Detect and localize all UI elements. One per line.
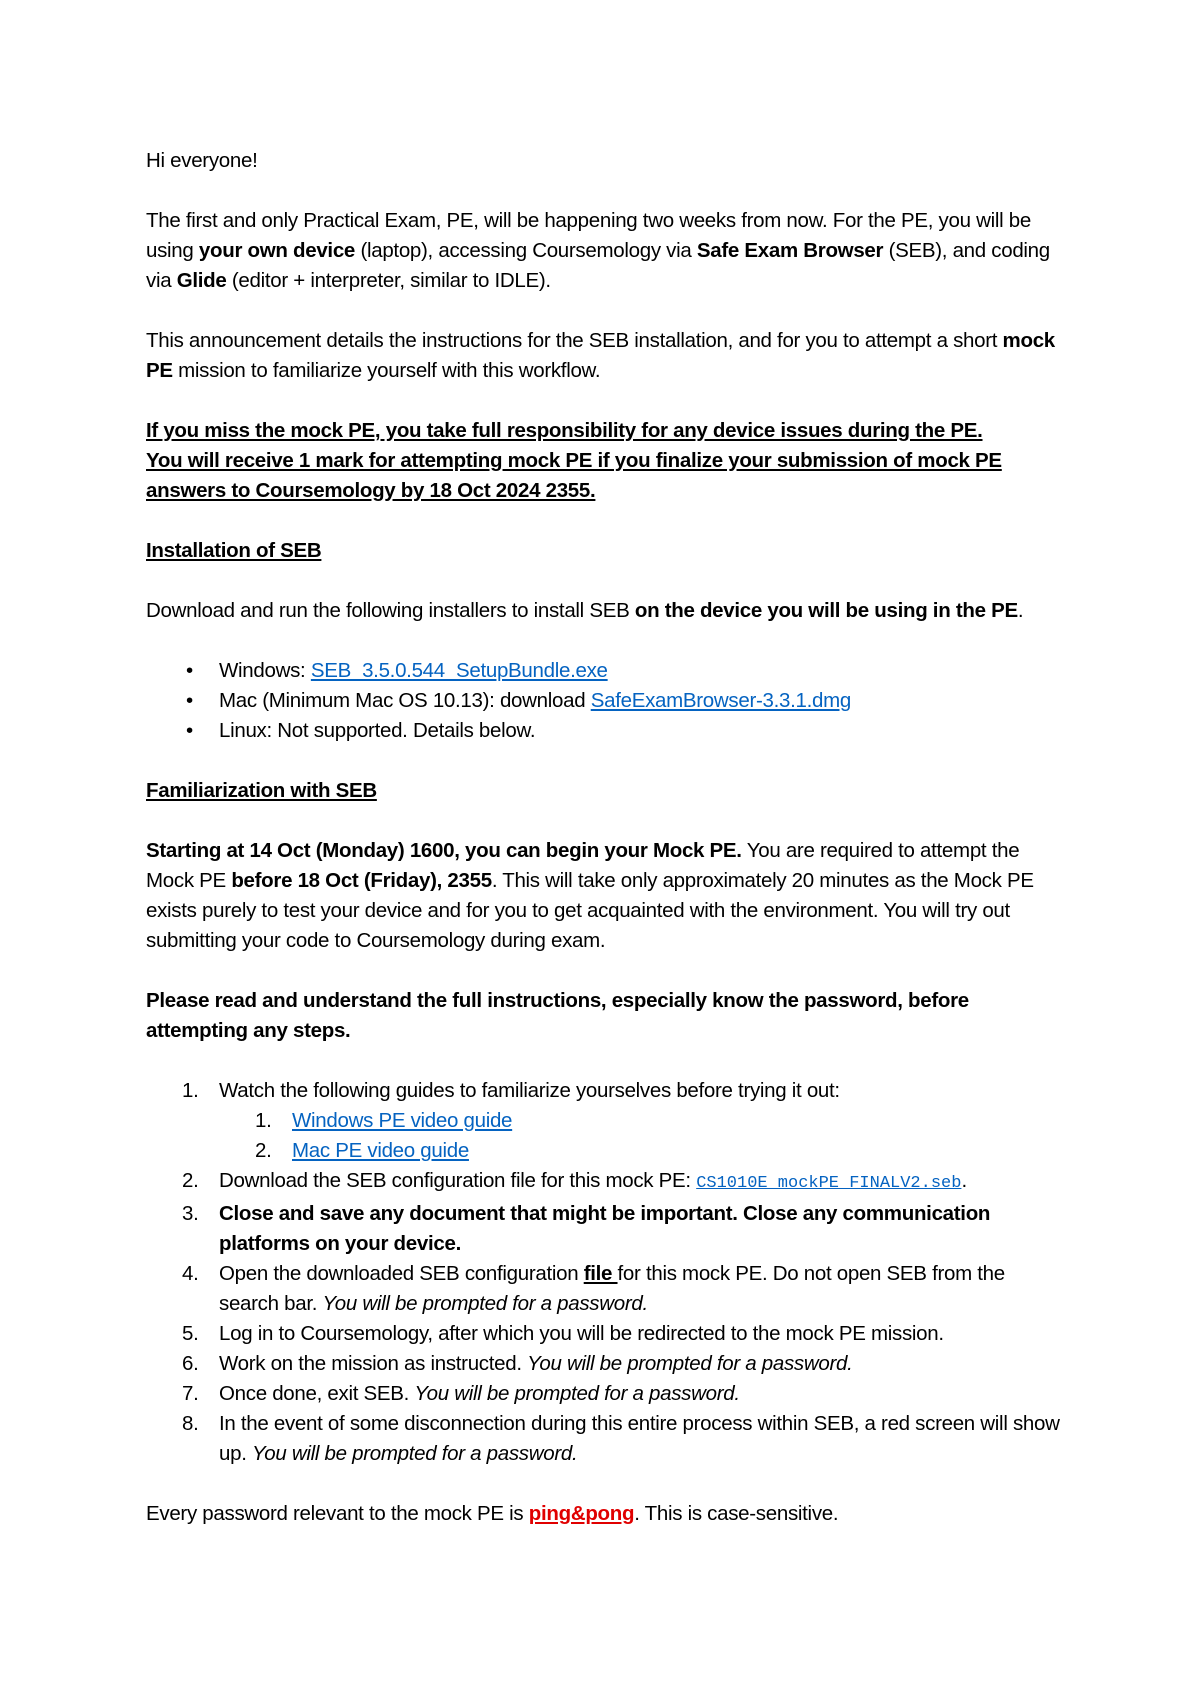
step-6: 6. Work on the mission as instructed. You will be prompted for a password. [182, 1352, 853, 1375]
bullet-icon: • [186, 659, 193, 682]
seb-config-file-link[interactable]: CS1010E_mockPE_FINALV2.seb [696, 1174, 962, 1193]
step-5: 5. Log in to Coursemology, after which you will be redirected to the mock PE mission. [182, 1322, 944, 1345]
installation-paragraph: Download and run the following installers to install SEB on the device you will be using in the PE. [146, 599, 1024, 622]
step-8: 8. In the event of some disconnection during this entire process within SEB, a red screen will show up. You will be prompted for a password. [182, 1412, 1060, 1465]
mac-video-guide-link[interactable]: Mac PE video guide [292, 1139, 469, 1162]
step-7: 7. Once done, exit SEB. You will be prompted for a password. [182, 1382, 740, 1405]
bullet-icon: • [186, 689, 193, 712]
windows-installer-link[interactable]: SEB_3.5.0.544_SetupBundle.exe [310, 659, 608, 682]
steps-list [146, 1076, 1066, 1469]
mac-installer-link[interactable]: SafeExamBrowser-3.3.1.dmg [590, 689, 851, 712]
password-value: ping&pong [528, 1502, 635, 1525]
intro-paragraph: The first and only Practical Exam, PE, will be happening two weeks from now. For the PE, you will be using your own device (laptop), accessing Coursemology via Safe Exam Browser (SEB), and coding via Glide (editor + interpreter, similar to IDLE). [146, 209, 1050, 292]
warning-paragraph [146, 416, 1066, 506]
password-paragraph: Every password relevant to the mock PE is ping&pong. This is case-sensitive. [146, 1502, 839, 1525]
familiarization-paragraph: Starting at 14 Oct (Monday) 1600, you can begin your Mock PE. You are required to attempt the Mock PE before 18 Oct (Friday), 2355. This will take only approximately 20 minutes as the Mock PE exists purely to test your device and for you to get acquainted with the environment. You will try out submitting your code to Coursemology during exam. [146, 839, 1034, 952]
step-1-sub-1: 1. Windows PE video guide [255, 1109, 513, 1132]
step-3: 3. Close and save any document that might be important. Close any communication platforms on your device. [182, 1202, 991, 1255]
list-item-linux: • Linux: Not supported. Details below. [146, 716, 1066, 746]
announcement-document [146, 146, 1066, 1559]
list-item-windows: • Windows: SEB_3.5.0.544_SetupBundle.exe [146, 656, 1066, 686]
please-read-paragraph: Please read and understand the full instructions, especially know the password, before attempting any steps. [146, 989, 969, 1042]
familiarization-heading: Familiarization with SEB [146, 779, 377, 802]
step-4: 4. Open the downloaded SEB configuration file for this mock PE. Do not open SEB from the search bar. You will be prompted for a password. [182, 1262, 1005, 1315]
greeting: Hi everyone! [146, 149, 258, 172]
warning-line-1: If you miss the mock PE, you take full responsibility for any device issues during the PE. [146, 419, 983, 442]
installation-heading: Installation of SEB [146, 539, 322, 562]
warning-line-2: You will receive 1 mark for attempting mock PE if you finalize your submission of mock PE answers to Coursemology by 18 Oct 2024 2355. [146, 449, 1002, 502]
step-2: 2. Download the SEB configuration file for this mock PE: CS1010E_mockPE_FINALV2.seb. [182, 1169, 967, 1193]
step-1-sub-2: 2. Mac PE video guide [255, 1139, 469, 1162]
installer-list [146, 656, 1066, 746]
step-1: 1. Watch the following guides to familiarize yourselves before trying it out: 1. Windows PE video guide 2. Mac PE video guide [146, 1076, 1066, 1166]
announcement-paragraph: This announcement details the instructions for the SEB installation, and for you to attempt a short mock PE mission to familiarize yourself with this workflow. [146, 329, 1055, 382]
bullet-icon: • [186, 719, 193, 742]
windows-video-guide-link[interactable]: Windows PE video guide [292, 1109, 513, 1132]
list-item-mac: • Mac (Minimum Mac OS 10.13): download SafeExamBrowser-3.3.1.dmg [146, 686, 1066, 716]
video-guide-list [219, 1106, 1066, 1166]
